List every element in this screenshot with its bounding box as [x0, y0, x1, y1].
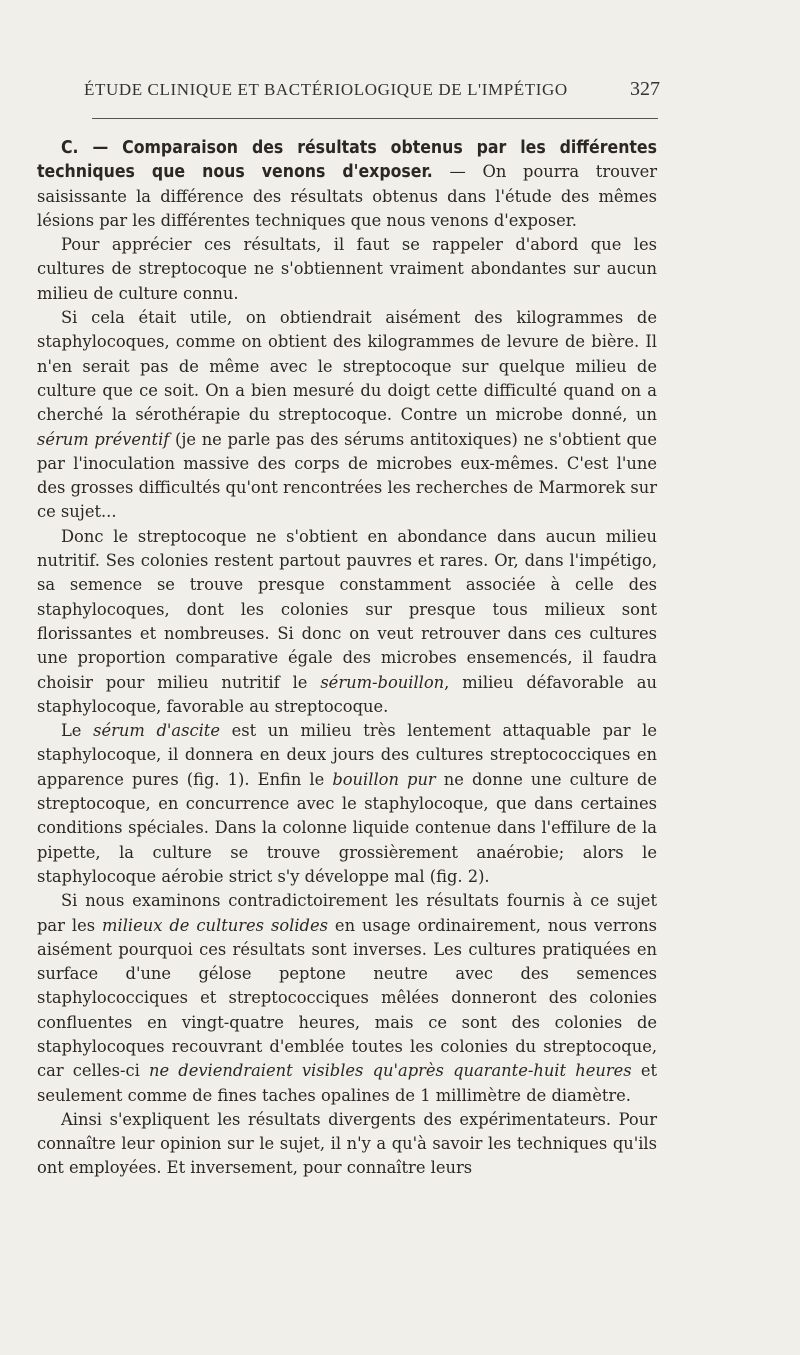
paragraph-4-text-a: Donc le streptocoque ne s'obtient en abondance dans aucun milieu nutritif. Ses colonies restent partout pauvres et rares. Or, dans l'impétigo, sa semence se trouve presque constamment associée à celle des staphylocoques, dont les colonies sur presque tous milieux sont florissantes et nombreuses. Si donc on veut retrouver dans ces cultures une proportion comparative égale des microbes ensemencés, il faudra choisir pour milieu nutritif le: [37, 526, 657, 692]
paragraph-5-text-a: Le: [61, 721, 94, 741]
running-title: ÉTUDE CLINIQUE ET BACTÉRIOLOGIQUE DE L'IMPÉTIGO: [84, 80, 568, 99]
header-rule: [92, 118, 658, 119]
paragraph-7: Ainsi s'expliquent les résultats divergents des expérimentateurs. Pour connaître leur opinion sur le sujet, il n'y a qu'à savoir les techniques qu'ils ont employées. Et inversement, pour connaître leurs: [37, 1109, 657, 1178]
paragraph-5: [37, 719, 657, 889]
paragraph-1-text: — On pourra trouver saisissante la différence des résultats obtenus dans l'étude des mêmes lésions par les différentes techniques que nous venons d'exposer.: [37, 162, 658, 230]
paragraph-4-emphasis: sérum-bouillon: [320, 672, 445, 692]
paragraph-1: [37, 136, 657, 233]
paragraph-3-text-b: (je ne parle pas des sérums antitoxiques) ne s'obtient que par l'inoculation massive des corps de microbes eux-mêmes. C'est l'une des grosses difficultés qu'ont rencontrées les recherches de Marmorek sur ce sujet...: [37, 429, 657, 522]
paragraph-6-emphasis-1: milieux de cultures solides: [102, 915, 328, 935]
paragraph-3-emphasis: sérum préventif: [37, 429, 170, 449]
paragraph-5-text-c: ne donne une culture de streptocoque, en concurrence avec le staphylocoque, que dans certaines conditions spéciales. Dans la colonne liquide contenue dans l'effilure de la pipette, la culture se trouve grossièrement anaérobie; alors le staphylocoque aérobie strict s'y développe mal (fig. 2).: [37, 769, 657, 886]
paragraph-4: [37, 525, 657, 719]
paragraph-6-emphasis-2: ne deviendraient visibles qu'après quarante-huit heures: [148, 1061, 632, 1081]
running-header: [84, 78, 660, 101]
page-number: 327: [630, 78, 660, 100]
body-text: [37, 136, 657, 1181]
paragraph-6: [37, 889, 657, 1108]
paragraph-2: Pour apprécier ces résultats, il faut se rappeler d'abord que les cultures de streptocoque ne s'obtiennent vraiment abondantes sur aucun milieu de culture connu.: [37, 235, 657, 303]
paragraph-6-text-b: en usage ordinairement, nous verrons aisément pourquoi ces résultats sont inverses. Les cultures pratiquées en surface d'une gélose peptone neutre avec des semences staphylococciques et streptococciques mêlées donneront des colonies confluentes en vingt-quatre heures, mais ce sont des colonies de staphylocoques recouvrant d'emblée toutes les colonies du streptocoque, car celles-ci: [37, 915, 657, 1081]
paragraph-6-text-a: Si nous examinons contradictoirement les résultats fournis à ce sujet par les: [37, 891, 657, 935]
paragraph-4-text-b: , milieu défavorable au staphylocoque, favorable au streptocoque.: [37, 672, 657, 716]
paragraph-3: [37, 306, 657, 525]
paragraph-5-emphasis-2: bouillon pur: [332, 769, 436, 789]
paragraph-5-emphasis-1: sérum d'ascite: [93, 721, 220, 741]
paragraph-6-text-c: et seulement comme de fines taches opalines de 1 millimètre de diamètre.: [37, 1061, 658, 1105]
paragraph-5-text-b: est un milieu très lentement attaquable par le staphylocoque, il donnera en deux jours des cultures streptococciques en apparence pures (fig. 1). Enfin le: [37, 721, 657, 789]
paragraph-3-text-a: Si cela était utile, on obtiendrait aisément des kilogrammes de staphylocoques, comme on obtient des kilogrammes de levure de bière. Il n'en serait pas de même avec le streptocoque sur quelque milieu de culture que ce soit. On a bien mesuré du doigt cette difficulté quand on a cherché la sérothérapie du streptocoque. Contre un microbe donné, un: [37, 308, 657, 425]
section-heading: C. — Comparaison des résultats obtenus par les différentes techniques que nous venons d'exposer.: [37, 138, 657, 183]
